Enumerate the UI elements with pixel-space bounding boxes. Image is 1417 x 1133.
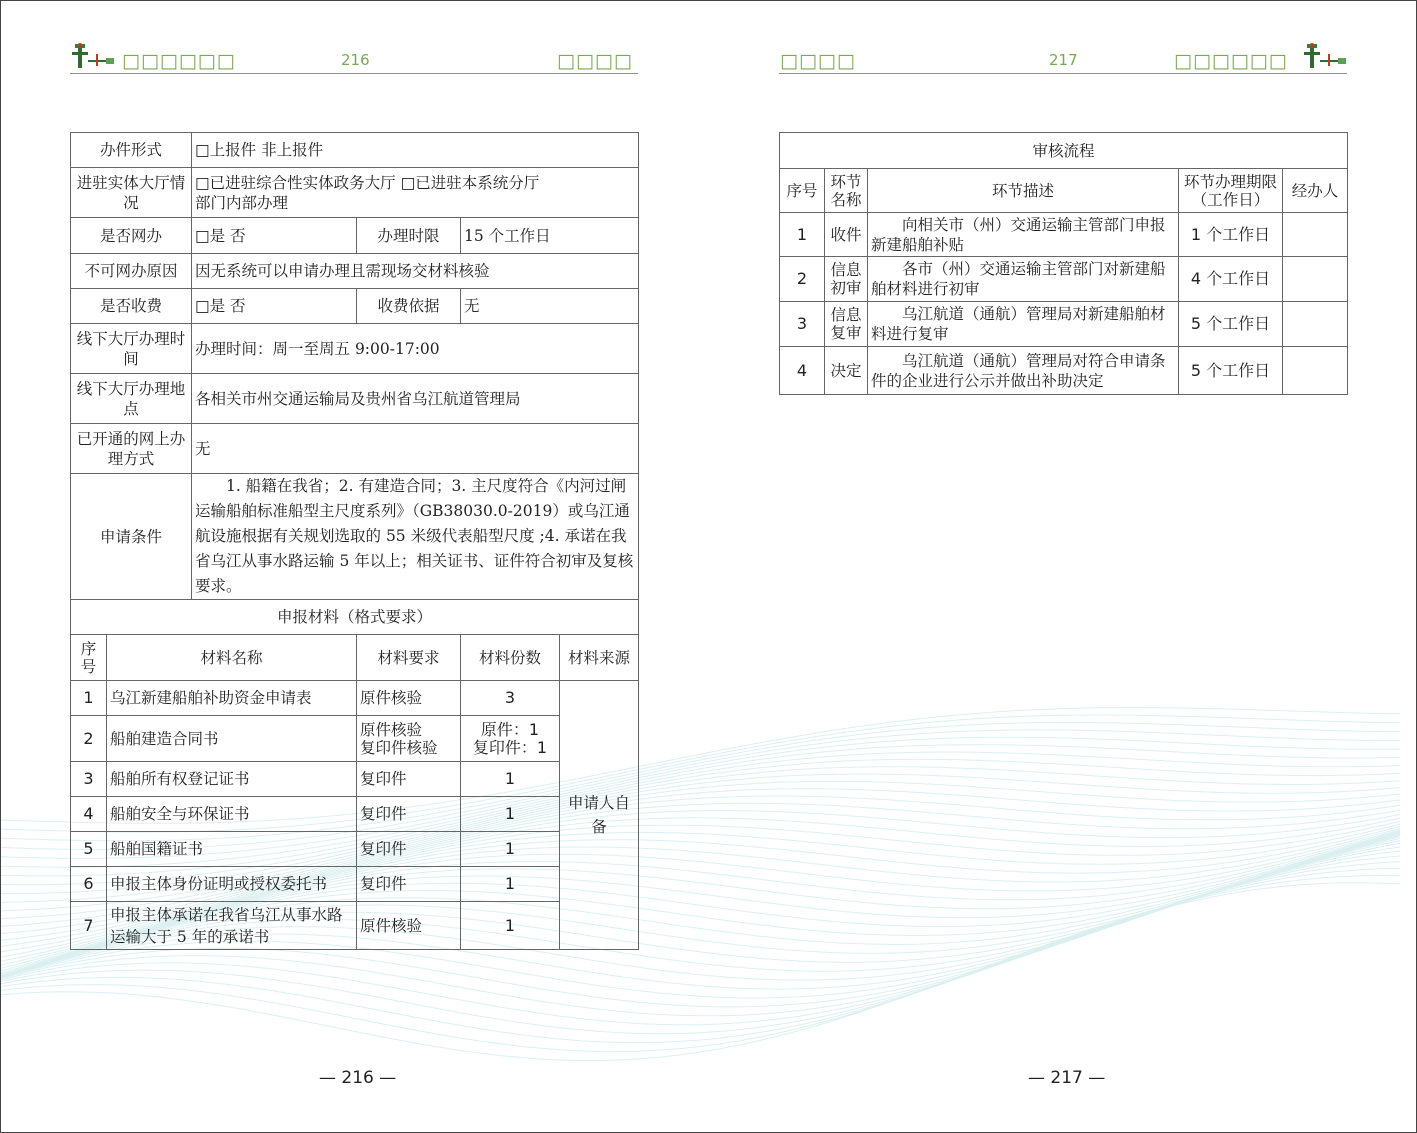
logo-icon [1302, 42, 1348, 72]
material-count: 1 [461, 762, 560, 797]
process-limit: 4 个工作日 [1179, 257, 1283, 302]
jinzhu-line-1: □已进驻综合性实体政务大厅 □已进驻本系统分厅 [195, 173, 540, 192]
jinzhu-line-2: 部门内部办理 [195, 193, 289, 212]
process-title: 审核流程 [780, 133, 1348, 169]
process-person [1283, 213, 1348, 257]
material-no: 4 [71, 797, 107, 832]
material-name: 船舶国籍证书 [107, 832, 357, 867]
banjian-label: 办件形式 [71, 133, 192, 168]
online-value: 无 [192, 424, 639, 474]
header-right-rule [779, 73, 1347, 74]
table-row [780, 347, 1348, 395]
time-label: 线下大厅办理时间 [71, 324, 192, 374]
materials-col-count: 材料份数 [461, 635, 560, 681]
table-row [71, 716, 639, 762]
process-limit: 1 个工作日 [1179, 213, 1283, 257]
material-name: 申报主体身份证明或授权委托书 [107, 867, 357, 902]
bukewang-label: 不可网办原因 [71, 254, 192, 289]
material-no: 6 [71, 867, 107, 902]
header-right-inner: □□□□ [780, 50, 856, 72]
wangban-label: 是否网办 [71, 218, 192, 254]
review-process-table [779, 132, 1348, 395]
material-no: 1 [71, 681, 107, 716]
process-no: 3 [780, 302, 825, 347]
material-req: 复印件 [357, 832, 461, 867]
process-person [1283, 302, 1348, 347]
material-name: 船舶安全与环保证书 [107, 797, 357, 832]
material-req: 原件核验 [357, 902, 461, 950]
shoufei-value: □是 否 [192, 289, 357, 324]
header-left-page-number: 216 [341, 51, 370, 69]
material-no: 5 [71, 832, 107, 867]
materials-title: 申报材料（格式要求） [71, 600, 639, 635]
material-count: 3 [461, 681, 560, 716]
material-req: 原件核验 [357, 681, 461, 716]
shixian-label: 办理时限 [357, 218, 461, 254]
table-row [71, 681, 639, 716]
header-left-rule [70, 73, 638, 74]
table-row [71, 867, 639, 902]
footer-right-page: — 217 — [1028, 1068, 1106, 1088]
process-col-limit: 环节办理期限（工作日） [1179, 169, 1283, 213]
table-row [780, 213, 1348, 257]
material-req: 复印件 [357, 867, 461, 902]
materials-col-req: 材料要求 [357, 635, 461, 681]
footer-left-page: — 216 — [319, 1068, 397, 1088]
material-count: 1 [461, 832, 560, 867]
place-value: 各相关市州交通运输局及贵州省乌江航道管理局 [192, 374, 639, 424]
process-person [1283, 257, 1348, 302]
shixian-value: 15 个工作日 [461, 218, 639, 254]
jinzhu-value [192, 168, 639, 218]
time-value: 办理时间：周一至周五 9:00-17:00 [192, 324, 639, 374]
banjian-value: □上报件 非上报件 [192, 133, 639, 168]
process-col-no: 序号 [780, 169, 825, 213]
process-no: 1 [780, 213, 825, 257]
material-no: 7 [71, 902, 107, 950]
material-no: 2 [71, 716, 107, 762]
cond-label: 申请条件 [71, 474, 192, 600]
material-count: 1 [461, 867, 560, 902]
process-desc: 乌江航道（通航）管理局对符合申请条件的企业进行公示并做出补助决定 [868, 347, 1179, 395]
table-row [71, 762, 639, 797]
yiju-label: 收费依据 [357, 289, 461, 324]
process-no: 4 [780, 347, 825, 395]
process-name: 收件 [825, 213, 868, 257]
shoufei-label: 是否收费 [71, 289, 192, 324]
process-name: 决定 [825, 347, 868, 395]
process-person [1283, 347, 1348, 395]
material-name: 船舶所有权登记证书 [107, 762, 357, 797]
table-row [71, 797, 639, 832]
process-no: 2 [780, 257, 825, 302]
material-count: 1 [461, 797, 560, 832]
material-req: 原件核验 复印件核验 [357, 716, 461, 762]
process-desc: 向相关市（州）交通运输主管部门申报新建船舶补贴 [868, 213, 1179, 257]
material-req: 复印件 [357, 762, 461, 797]
table-row [780, 257, 1348, 302]
material-name: 申报主体承诺在我省乌江从事水路运输大于 5 年的承诺书 [107, 902, 357, 950]
material-count: 1 [461, 902, 560, 950]
service-form-table [70, 132, 639, 950]
material-req: 复印件 [357, 797, 461, 832]
process-col-name: 环节名称 [825, 169, 868, 213]
material-no: 3 [71, 762, 107, 797]
process-col-person: 经办人 [1283, 169, 1348, 213]
jinzhu-label: 进驻实体大厅情况 [71, 168, 192, 218]
materials-rows [71, 681, 639, 950]
materials-col-src: 材料来源 [560, 635, 639, 681]
process-col-desc: 环节描述 [868, 169, 1179, 213]
table-row [780, 302, 1348, 347]
process-desc: 各市（州）交通运输主管部门对新建船舶材料进行初审 [868, 257, 1179, 302]
wangban-value: □是 否 [192, 218, 357, 254]
materials-col-name: 材料名称 [107, 635, 357, 681]
table-row [71, 902, 639, 950]
logo-icon [70, 42, 116, 72]
process-limit: 5 个工作日 [1179, 347, 1283, 395]
process-name: 信息复审 [825, 302, 868, 347]
header-left-inner: □□□□ [557, 50, 633, 72]
online-label: 已开通的网上办理方式 [71, 424, 192, 474]
material-name: 乌江新建船舶补助资金申请表 [107, 681, 357, 716]
process-name: 信息初审 [825, 257, 868, 302]
process-limit: 5 个工作日 [1179, 302, 1283, 347]
materials-col-no: 序号 [71, 635, 107, 681]
material-count: 原件：1 复印件：1 [461, 716, 560, 762]
header-left-outer: □□□□□□ [122, 50, 236, 72]
header-right-page-number: 217 [1049, 51, 1078, 69]
material-source: 申请人自备 [560, 681, 639, 950]
process-rows [780, 213, 1348, 395]
material-name: 船舶建造合同书 [107, 716, 357, 762]
header-right-outer: □□□□□□ [1174, 50, 1288, 72]
place-label: 线下大厅办理地点 [71, 374, 192, 424]
process-desc: 乌江航道（通航）管理局对新建船舶材料进行复审 [868, 302, 1179, 347]
table-row [71, 832, 639, 867]
yiju-value: 无 [461, 289, 639, 324]
cond-value: 1. 船籍在我省；2. 有建造合同；3. 主尺度符合《内河过闸运输船舶标准船型主尺度系列》（GB38030.0-2019）或乌江通航设施根据有关规划选取的 55 米级代表船型尺度 ;4. 承诺在我省乌江从事水路运输 5 年以上；相关证书、证件符合初审及复核要求。 [192, 474, 639, 600]
bukewang-value: 因无系统可以申请办理且需现场交材料核验 [192, 254, 639, 289]
